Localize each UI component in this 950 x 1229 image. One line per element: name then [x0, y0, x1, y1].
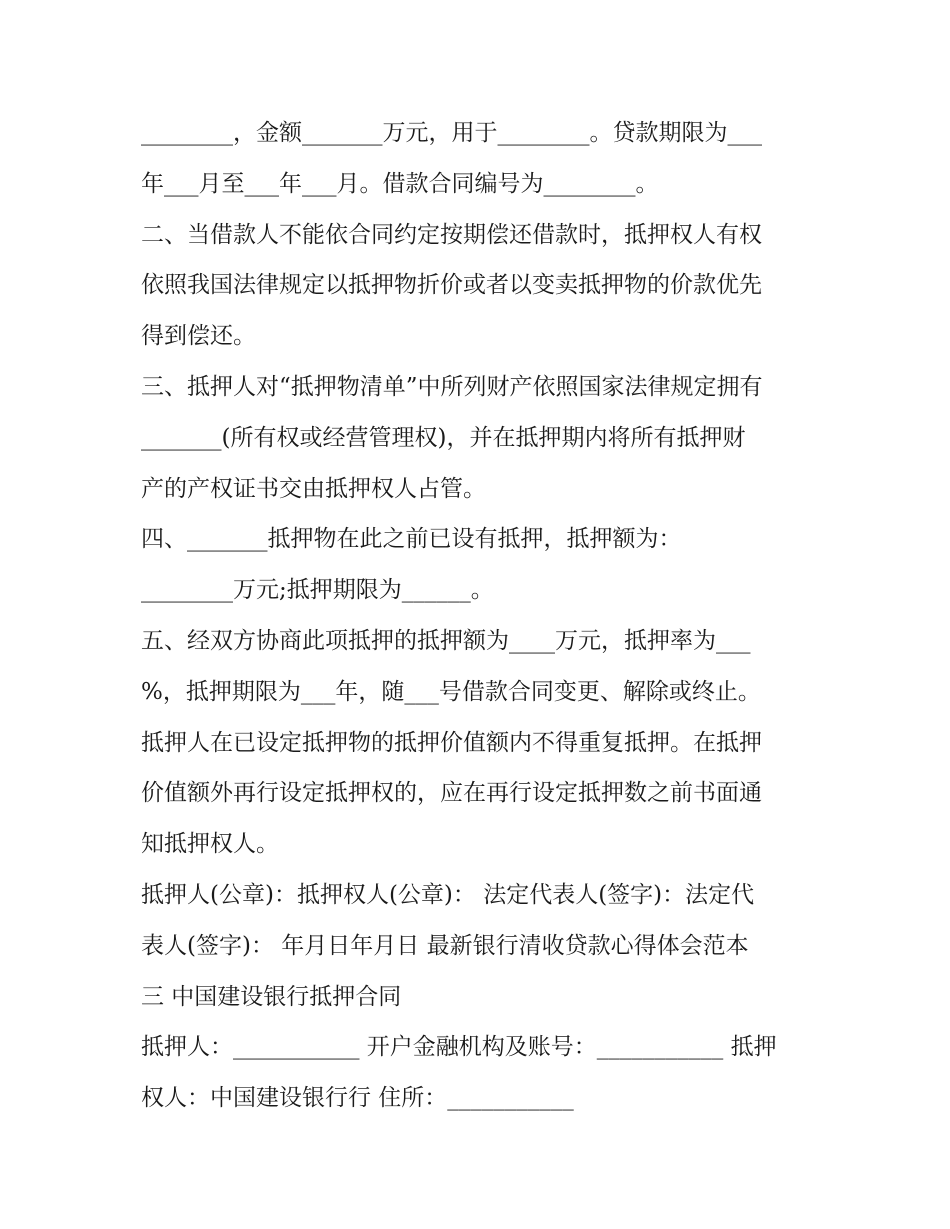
text-line: 依照我国法律规定以抵押物折价或者以变卖抵押物的价款优先	[141, 272, 762, 299]
text-line: 二、当借款人不能依合同约定按期偿还借款时，抵押权人有权	[141, 221, 762, 248]
text-line: 三 中国建设银行抵押合同	[141, 983, 402, 1010]
text-line: 产的产权证书交由抵押权人占管。	[141, 475, 486, 502]
text-line: %，抵押期限为___年，随___号借款合同变更、解除或终止。	[141, 678, 761, 705]
text-line: 年___月至___年___月。借款合同编号为________。	[141, 170, 659, 197]
text-line: 抵押人在已设定抵押物的抵押价值额内不得重复抵押。在抵押	[141, 729, 762, 756]
contract-text	[141, 108, 821, 1124]
text-line: 表人(签字)： 年月日年月日 最新银行清收贷款心得体会范本	[141, 932, 749, 959]
text-line: 抵押人：___________ 开户金融机构及账号：___________ 抵押	[141, 1034, 777, 1061]
text-line: 三、抵押人对“抵押物清单”中所列财产依照国家法律规定拥有	[141, 373, 763, 400]
text-line: 五、经双方协商此项抵押的抵押额为____万元，抵押率为___	[141, 627, 751, 654]
text-line: 得到偿还。	[141, 323, 256, 350]
text-line: 抵押人(公章)：抵押权人(公章)： 法定代表人(签字)：法定代	[141, 881, 755, 908]
text-line: 权人：中国建设银行行 住所：___________	[141, 1085, 574, 1112]
text-line: 知抵押权人。	[141, 831, 279, 858]
text-line: ________，金额_______万元，用于________。贷款期限为___	[141, 120, 762, 146]
text-line: _______(所有权或经营管理权)，并在抵押期内将所有抵押财	[141, 424, 746, 451]
text-line: 价值额外再行设定抵押权的，应在再行设定抵押数之前书面通	[141, 780, 762, 807]
text-line: ________万元;抵押期限为______。	[141, 577, 494, 604]
text-line: 四、_______抵押物在此之前已设有抵押，抵押额为：	[141, 526, 682, 553]
